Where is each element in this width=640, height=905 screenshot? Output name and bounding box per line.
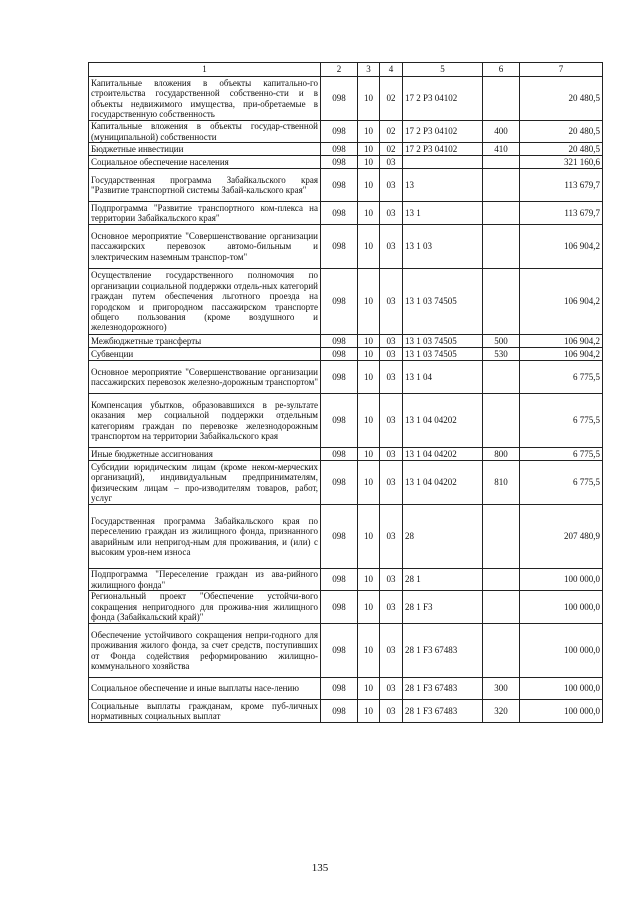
target-article-cell: 17 2 Р3 04102	[403, 143, 483, 156]
target-article-cell: 17 2 Р3 04102	[403, 121, 483, 143]
row-name-cell: Бюджетные инвестиции	[89, 143, 321, 156]
expense-type-cell	[483, 156, 520, 169]
row-name-cell: Обеспечение устойчивого сокращения непри-годного для проживания жилого фонда, за счет средств, поступивших от Фонда содействия реформированию жилищно-коммунального хозяйства	[89, 624, 321, 678]
table-body	[89, 63, 603, 723]
row-name-cell: Основное мероприятие "Совершенствование организации пассажирских перевозок автомо-бильным и электрическим наземным транспор-том"	[89, 225, 321, 269]
section-cell: 10	[358, 202, 380, 225]
table-row	[89, 202, 603, 225]
page-number: 135	[311, 862, 329, 874]
amount-cell: 106 904,2	[520, 225, 603, 269]
section-cell: 10	[358, 700, 380, 723]
table-row	[89, 335, 603, 348]
expense-type-cell	[483, 394, 520, 448]
row-name-cell: Социальное обеспечение и иные выплаты насе-лению	[89, 678, 321, 700]
row-name-cell: Социальное обеспечение населения	[89, 156, 321, 169]
admin-code-cell: 098	[321, 202, 358, 225]
section-cell: 10	[358, 361, 380, 394]
section-cell: 10	[358, 143, 380, 156]
subsection-cell: 03	[380, 225, 403, 269]
admin-code-cell: 098	[321, 361, 358, 394]
section-cell: 10	[358, 505, 380, 569]
target-article-cell: 13 1 03 74505	[403, 269, 483, 335]
header-cell: 4	[380, 63, 403, 77]
amount-cell: 106 904,2	[520, 335, 603, 348]
expense-type-cell: 810	[483, 461, 520, 505]
target-article-cell: 13 1 04 04202	[403, 448, 483, 461]
header-cell: 6	[483, 63, 520, 77]
subsection-cell: 03	[380, 448, 403, 461]
admin-code-cell: 098	[321, 700, 358, 723]
table-row	[89, 121, 603, 143]
expense-type-cell: 300	[483, 678, 520, 700]
header-cell: 2	[321, 63, 358, 77]
expense-type-cell	[483, 569, 520, 591]
table-row	[89, 361, 603, 394]
admin-code-cell: 098	[321, 143, 358, 156]
row-name-cell: Компенсация убытков, образовавшихся в ре-зультате оказания мер социальной поддержки отдельным категориям граждан по перевозке железнодорожным транспортом на территории Забайкальского края	[89, 394, 321, 448]
section-cell: 10	[358, 448, 380, 461]
row-name-cell: Региональный проект "Обеспечение устойчи-вого сокращения непригодного для прожива-ния жилищного фонда (Забайкальский край)"	[89, 591, 321, 624]
amount-cell: 100 000,0	[520, 678, 603, 700]
section-cell: 10	[358, 591, 380, 624]
amount-cell: 20 480,5	[520, 77, 603, 121]
subsection-cell: 03	[380, 624, 403, 678]
expense-type-cell: 530	[483, 348, 520, 361]
amount-cell: 100 000,0	[520, 569, 603, 591]
table-row	[89, 505, 603, 569]
row-name-cell: Субвенции	[89, 348, 321, 361]
target-article-cell: 17 2 Р3 04102	[403, 77, 483, 121]
target-article-cell: 28 1	[403, 569, 483, 591]
amount-cell: 20 480,5	[520, 143, 603, 156]
expense-type-cell	[483, 225, 520, 269]
amount-cell: 20 480,5	[520, 121, 603, 143]
budget-table	[88, 62, 603, 723]
amount-cell: 113 679,7	[520, 202, 603, 225]
subsection-cell: 03	[380, 461, 403, 505]
target-article-cell: 13 1	[403, 202, 483, 225]
header-cell: 7	[520, 63, 603, 77]
expense-type-cell	[483, 202, 520, 225]
target-article-cell: 28 1 F3	[403, 591, 483, 624]
target-article-cell: 28	[403, 505, 483, 569]
target-article-cell: 13 1 04 04202	[403, 394, 483, 448]
table-row	[89, 678, 603, 700]
table-row	[89, 461, 603, 505]
section-cell: 10	[358, 569, 380, 591]
expense-type-cell	[483, 269, 520, 335]
amount-cell: 6 775,5	[520, 394, 603, 448]
table-row	[89, 169, 603, 202]
expense-type-cell	[483, 361, 520, 394]
target-article-cell: 28 1 F3 67483	[403, 700, 483, 723]
target-article-cell: 13 1 03	[403, 225, 483, 269]
row-name-cell: Государственная программа Забайкальского края по переселению граждан из жилищного фонда, признанного аварийным или непригод-ным для проживания, и (или) с высоким уров-нем износа	[89, 505, 321, 569]
amount-cell: 6 775,5	[520, 461, 603, 505]
amount-cell: 6 775,5	[520, 448, 603, 461]
table-row	[89, 269, 603, 335]
expense-type-cell	[483, 624, 520, 678]
target-article-cell: 13 1 04	[403, 361, 483, 394]
table-row	[89, 348, 603, 361]
header-cell: 3	[358, 63, 380, 77]
admin-code-cell: 098	[321, 678, 358, 700]
section-cell: 10	[358, 624, 380, 678]
row-name-cell: Капитальные вложения в объекты капитально-го строительства государственной собственно-сти и в объекты недвижимого имущества, при-обретаемые в государственную собственность	[89, 77, 321, 121]
admin-code-cell: 098	[321, 505, 358, 569]
admin-code-cell: 098	[321, 348, 358, 361]
row-name-cell: Капитальные вложения в объекты государ-ственной (муниципальной) собственности	[89, 121, 321, 143]
expense-type-cell	[483, 169, 520, 202]
row-name-cell: Социальные выплаты гражданам, кроме пуб-личных нормативных социальных выплат	[89, 700, 321, 723]
amount-cell: 321 160,6	[520, 156, 603, 169]
section-cell: 10	[358, 169, 380, 202]
amount-cell: 100 000,0	[520, 624, 603, 678]
expense-type-cell: 800	[483, 448, 520, 461]
admin-code-cell: 098	[321, 121, 358, 143]
table-row	[89, 448, 603, 461]
row-name-cell: Основное мероприятие "Совершенствование организации пассажирских перевозок железно-дорожным транспортом"	[89, 361, 321, 394]
target-article-cell: 13 1 03 74505	[403, 335, 483, 348]
expense-type-cell: 320	[483, 700, 520, 723]
expense-type-cell: 500	[483, 335, 520, 348]
amount-cell: 100 000,0	[520, 700, 603, 723]
table-row	[89, 591, 603, 624]
admin-code-cell: 098	[321, 394, 358, 448]
subsection-cell: 03	[380, 569, 403, 591]
subsection-cell: 03	[380, 591, 403, 624]
amount-cell: 100 000,0	[520, 591, 603, 624]
amount-cell: 106 904,2	[520, 348, 603, 361]
expense-type-cell: 400	[483, 121, 520, 143]
subsection-cell: 03	[380, 169, 403, 202]
admin-code-cell: 098	[321, 461, 358, 505]
subsection-cell: 03	[380, 394, 403, 448]
section-cell: 10	[358, 348, 380, 361]
target-article-cell: 13 1 03 74505	[403, 348, 483, 361]
row-name-cell: Межбюджетные трансферты	[89, 335, 321, 348]
row-name-cell: Иные бюджетные ассигнования	[89, 448, 321, 461]
admin-code-cell: 098	[321, 169, 358, 202]
target-article-cell: 28 1 F3 67483	[403, 678, 483, 700]
admin-code-cell: 098	[321, 591, 358, 624]
amount-cell: 6 775,5	[520, 361, 603, 394]
subsection-cell: 03	[380, 202, 403, 225]
table-row	[89, 156, 603, 169]
subsection-cell: 03	[380, 700, 403, 723]
table-row	[89, 77, 603, 121]
expense-type-cell	[483, 591, 520, 624]
row-name-cell: Осуществление государственного полномочия по организации социальной поддержки отдель-ных категорий граждан путем обеспечения льготного проезда на городском и пригородном пассажирском транспорте общего пользования (кроме воздушного и железнодорожного)	[89, 269, 321, 335]
section-cell: 10	[358, 461, 380, 505]
section-cell: 10	[358, 121, 380, 143]
section-cell: 10	[358, 335, 380, 348]
expense-type-cell: 410	[483, 143, 520, 156]
admin-code-cell: 098	[321, 335, 358, 348]
table-row	[89, 624, 603, 678]
admin-code-cell: 098	[321, 624, 358, 678]
section-cell: 10	[358, 394, 380, 448]
admin-code-cell: 098	[321, 225, 358, 269]
target-article-cell	[403, 156, 483, 169]
table-row	[89, 225, 603, 269]
row-name-cell: Подпрограмма "Развитие транспортного ком-плекса на территории Забайкальского края"	[89, 202, 321, 225]
section-cell: 10	[358, 678, 380, 700]
subsection-cell: 03	[380, 505, 403, 569]
table-row	[89, 700, 603, 723]
subsection-cell: 03	[380, 678, 403, 700]
admin-code-cell: 098	[321, 269, 358, 335]
subsection-cell: 03	[380, 335, 403, 348]
section-cell: 10	[358, 225, 380, 269]
target-article-cell: 13	[403, 169, 483, 202]
amount-cell: 207 480,9	[520, 505, 603, 569]
subsection-cell: 02	[380, 77, 403, 121]
row-name-cell: Государственная программа Забайкальского края "Развитие транспортной системы Забай-кальского края"	[89, 169, 321, 202]
expense-type-cell	[483, 77, 520, 121]
target-article-cell: 28 1 F3 67483	[403, 624, 483, 678]
table-row	[89, 143, 603, 156]
subsection-cell: 02	[380, 121, 403, 143]
amount-cell: 113 679,7	[520, 169, 603, 202]
expense-type-cell	[483, 505, 520, 569]
target-article-cell: 13 1 04 04202	[403, 461, 483, 505]
section-cell: 10	[358, 269, 380, 335]
table-row	[89, 394, 603, 448]
row-name-cell: Подпрограмма "Переселение граждан из ава-рийного жилищного фонда"	[89, 569, 321, 591]
section-cell: 10	[358, 156, 380, 169]
section-cell: 10	[358, 77, 380, 121]
header-cell: 5	[403, 63, 483, 77]
subsection-cell: 03	[380, 348, 403, 361]
amount-cell: 106 904,2	[520, 269, 603, 335]
subsection-cell: 03	[380, 156, 403, 169]
table-header-row	[89, 63, 603, 77]
table-row	[89, 569, 603, 591]
admin-code-cell: 098	[321, 448, 358, 461]
subsection-cell: 03	[380, 361, 403, 394]
admin-code-cell: 098	[321, 156, 358, 169]
subsection-cell: 02	[380, 143, 403, 156]
row-name-cell: Субсидии юридическим лицам (кроме неком-мерческих организаций), индивидуальным предпринимателям, физическим лицам – про-изводителям товаров, работ, услуг	[89, 461, 321, 505]
header-cell: 1	[89, 63, 321, 77]
admin-code-cell: 098	[321, 569, 358, 591]
subsection-cell: 03	[380, 269, 403, 335]
admin-code-cell: 098	[321, 77, 358, 121]
